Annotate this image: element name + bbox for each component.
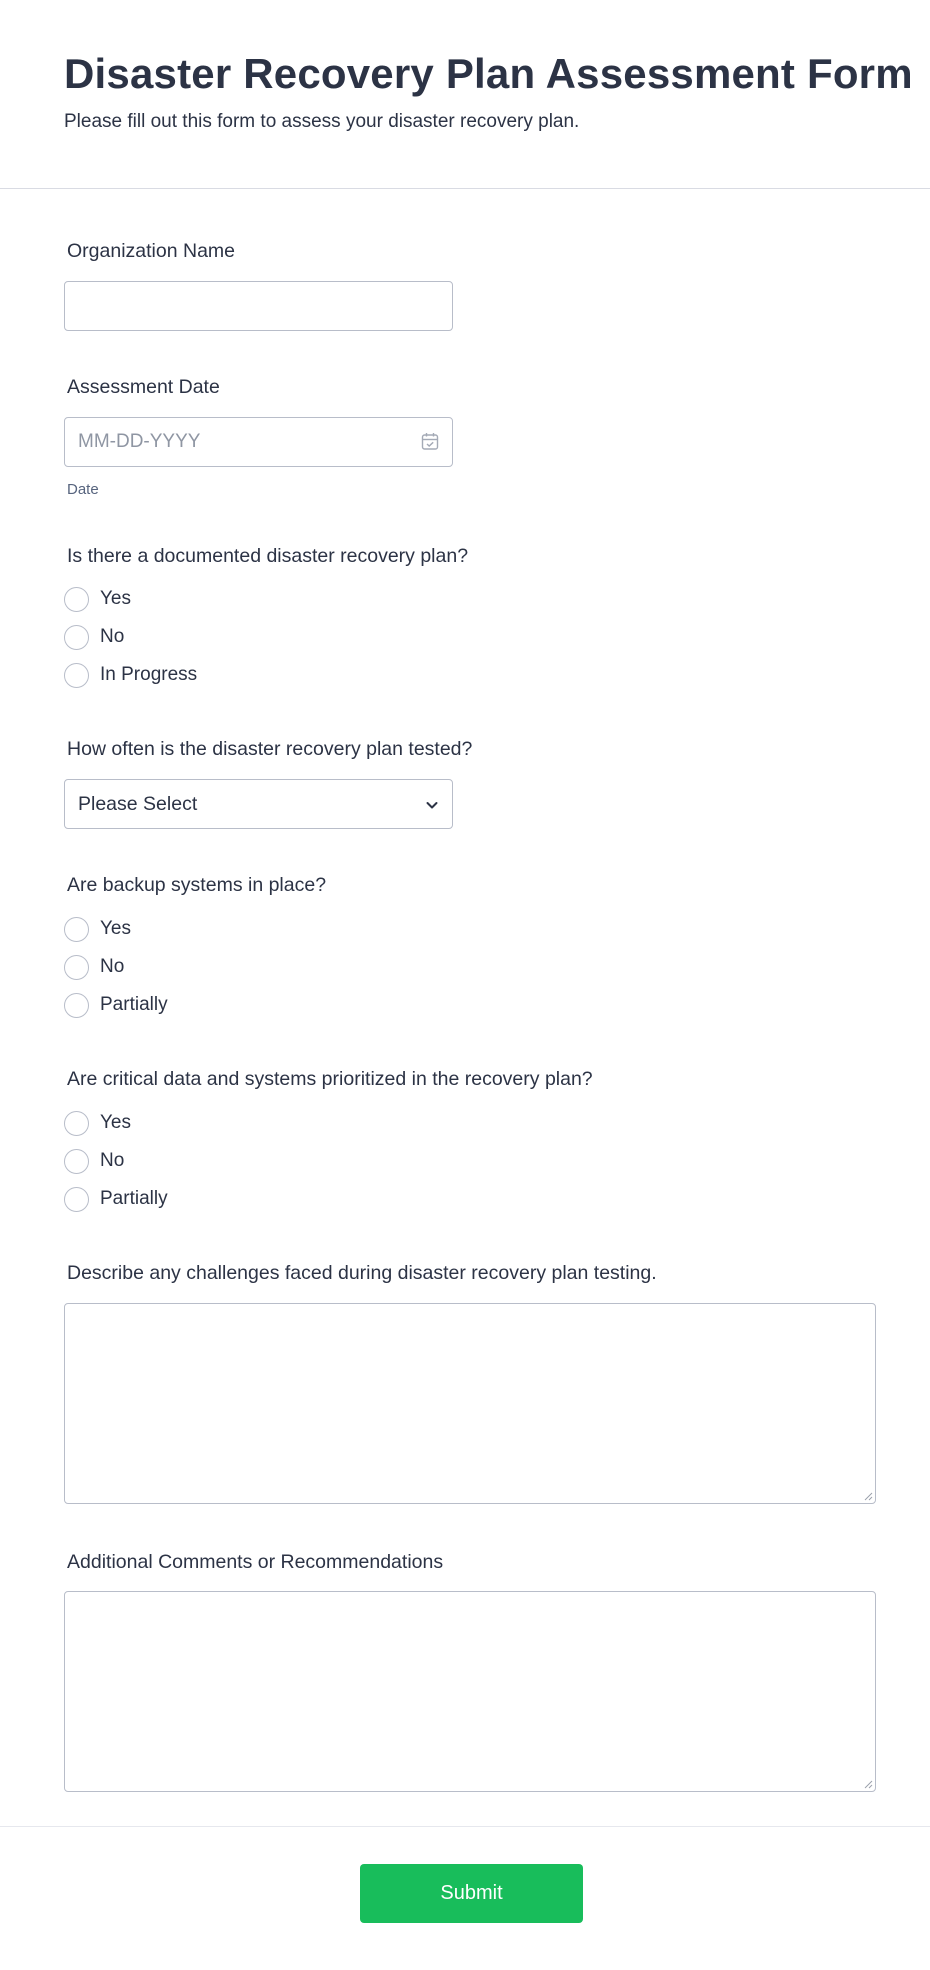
radio-label: Yes	[100, 918, 131, 939]
radio-circle[interactable]	[64, 1187, 89, 1212]
page-subtitle: Please fill out this form to assess your disaster recovery plan.	[64, 111, 580, 132]
radio-circle[interactable]	[64, 1111, 89, 1136]
form-header	[0, 0, 930, 189]
assessment-date-sublabel: Date	[67, 481, 99, 498]
page-title: Disaster Recovery Plan Assessment Form	[64, 50, 913, 97]
radio-circle[interactable]	[64, 587, 89, 612]
footer-divider	[0, 1826, 930, 1827]
critical-prioritized-option[interactable]	[64, 1110, 131, 1136]
documented-plan-option[interactable]	[64, 624, 124, 650]
org-name-input[interactable]	[64, 281, 453, 331]
challenges-label: Describe any challenges faced during disaster recovery plan testing.	[67, 1262, 657, 1284]
documented-plan-option[interactable]	[64, 662, 197, 688]
radio-circle[interactable]	[64, 663, 89, 688]
resize-grip-icon[interactable]	[863, 1779, 873, 1789]
backup-systems-option[interactable]	[64, 954, 124, 980]
assessment-date-label: Assessment Date	[67, 376, 220, 398]
radio-circle[interactable]	[64, 917, 89, 942]
critical-prioritized-option[interactable]	[64, 1186, 168, 1212]
date-field	[64, 417, 453, 467]
backup-systems-option[interactable]	[64, 992, 168, 1018]
comments-textarea[interactable]	[64, 1591, 876, 1792]
org-name-label: Organization Name	[67, 240, 235, 262]
radio-label: Partially	[100, 1188, 168, 1209]
radio-label: In Progress	[100, 664, 198, 685]
chevron-down-icon	[424, 797, 440, 813]
resize-grip-icon[interactable]	[863, 1491, 873, 1501]
radio-circle[interactable]	[64, 625, 89, 650]
test-frequency-dropdown[interactable]	[64, 779, 453, 829]
submit-button[interactable]: Submit	[360, 1864, 583, 1923]
comments-label: Additional Comments or Recommendations	[67, 1551, 444, 1573]
dropdown-selected-value: Please Select	[78, 793, 198, 815]
assessment-date-input[interactable]	[64, 417, 453, 467]
challenges-textarea[interactable]	[64, 1303, 876, 1504]
radio-circle[interactable]	[64, 993, 89, 1018]
documented-plan-label: Is there a documented disaster recovery plan?	[67, 545, 469, 567]
radio-label: Yes	[100, 588, 131, 609]
radio-label: Yes	[100, 1112, 131, 1133]
test-frequency-label: How often is the disaster recovery plan tested?	[67, 738, 473, 760]
documented-plan-option[interactable]	[64, 586, 131, 612]
radio-label: No	[100, 1150, 125, 1171]
radio-circle[interactable]	[64, 1149, 89, 1174]
radio-label: Partially	[100, 994, 168, 1015]
critical-prioritized-option[interactable]	[64, 1148, 124, 1174]
radio-circle[interactable]	[64, 955, 89, 980]
backup-systems-option[interactable]	[64, 916, 131, 942]
calendar-icon[interactable]	[421, 432, 439, 451]
radio-label: No	[100, 956, 125, 977]
backup-systems-label: Are backup systems in place?	[67, 874, 327, 896]
critical-prioritized-label: Are critical data and systems prioritized in the recovery plan?	[67, 1068, 593, 1090]
radio-label: No	[100, 626, 125, 647]
